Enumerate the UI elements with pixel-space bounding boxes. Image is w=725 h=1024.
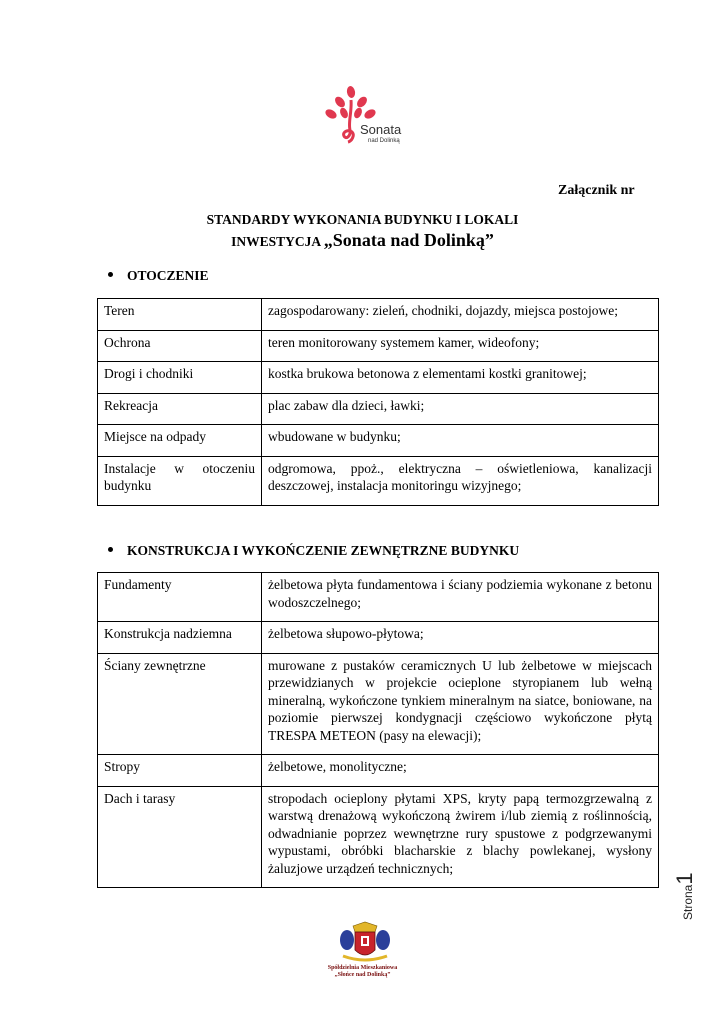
section-title: KONSTRUKCJA I WYKOŃCZENIE ZEWNĘTRZNE BUDYNKU [127,543,520,558]
investment-prefix: INWESTYCJA [231,234,324,249]
row-value: odgromowa, ppoż., elektryczna – oświetleniowa, kanalizacji deszczowej, instalacja monitoringu wizyjnego; [262,456,659,505]
page-number-value: 1 [672,872,697,885]
row-value: murowane z pustaków ceramicznych U lub żelbetowe w miejscach przewidzianych w projekcie ocieplone styropianem lub wełną mineralną, wykończone tynkiem mineralnym na siatce, boniowane, na poziomie pierwszej kondygnacji częściowo wykończone płytą TRESPA METEON (pasy na elewacji); [262,653,659,755]
table-row [98,653,659,755]
row-value: żelbetowa płyta fundamentowa i ściany podziemia wykonane z betonu wodoszczelnego; [262,573,659,622]
row-value: stropodach ocieplony płytami XPS, kryty papą termozgrzewalną z warstwą drenażową wykończoną żwirem i/lub ziemią z roślinnością, odwadnianie poprzez wewnętrzne rury spustowe z podgrzewanymi wypustami, obróbki blacharskie z blachy powlekanej, wysłony żaluzjowe urządzeń technicznych; [262,786,659,888]
table-row [98,456,659,505]
row-value: zagospodarowany: zieleń, chodniki, dojazdy, miejsca postojowe; [262,299,659,331]
logo-name: Sonata [360,122,402,137]
table-row [98,755,659,787]
row-label: Instalacje w otoczeniu budynku [98,456,262,505]
cooperative-name: Spółdzielnia Mieszkaniowa [327,965,398,971]
otoczenie-table [97,298,659,506]
section-heading-konstrukcja [108,543,519,559]
row-label: Teren [98,299,262,331]
investment-name: „Sonata nad Dolinką” [323,230,494,250]
table-row [98,330,659,362]
row-label: Rekreacja [98,393,262,425]
table-row [98,786,659,888]
table-row [98,299,659,331]
table-row [98,362,659,394]
konstrukcja-table [97,572,659,888]
row-value: żelbetowe, monolityczne; [262,755,659,787]
row-value: plac zabaw dla dzieci, ławki; [262,393,659,425]
section-heading-otoczenie [108,268,209,284]
row-value: wbudowane w budynku; [262,425,659,457]
bullet-icon [108,272,113,277]
cooperative-subname: „Słońce nad Dolinką” [334,972,391,978]
cooperative-crest-icon [335,920,395,964]
investment-title [0,230,725,251]
row-label: Miejsce na odpady [98,425,262,457]
row-value: teren monitorowany systemem kamer, wideofony; [262,330,659,362]
table-row [98,573,659,622]
row-label: Stropy [98,755,262,787]
row-label: Konstrukcja nadziemna [98,622,262,654]
page-label: Strona [681,884,695,920]
page-number [672,872,698,920]
table-row [98,425,659,457]
row-value: kostka brukowa betonowa z elementami kostki granitowej; [262,362,659,394]
attachment-label: Załącznik nr [558,183,635,198]
row-label: Drogi i chodniki [98,362,262,394]
table-row [98,393,659,425]
row-label: Ochrona [98,330,262,362]
row-label: Dach i tarasy [98,786,262,888]
row-label: Fundamenty [98,573,262,622]
table-row [98,622,659,654]
logo-subtitle: nad Dolinką [368,138,400,144]
section-title: OTOCZENIE [127,268,209,283]
row-label: Ściany zewnętrzne [98,653,262,755]
row-value: żelbetowa słupowo-płytowa; [262,622,659,654]
document-title: STANDARDY WYKONANIA BUDYNKU I LOKALI [206,212,519,227]
bullet-icon [108,547,113,552]
